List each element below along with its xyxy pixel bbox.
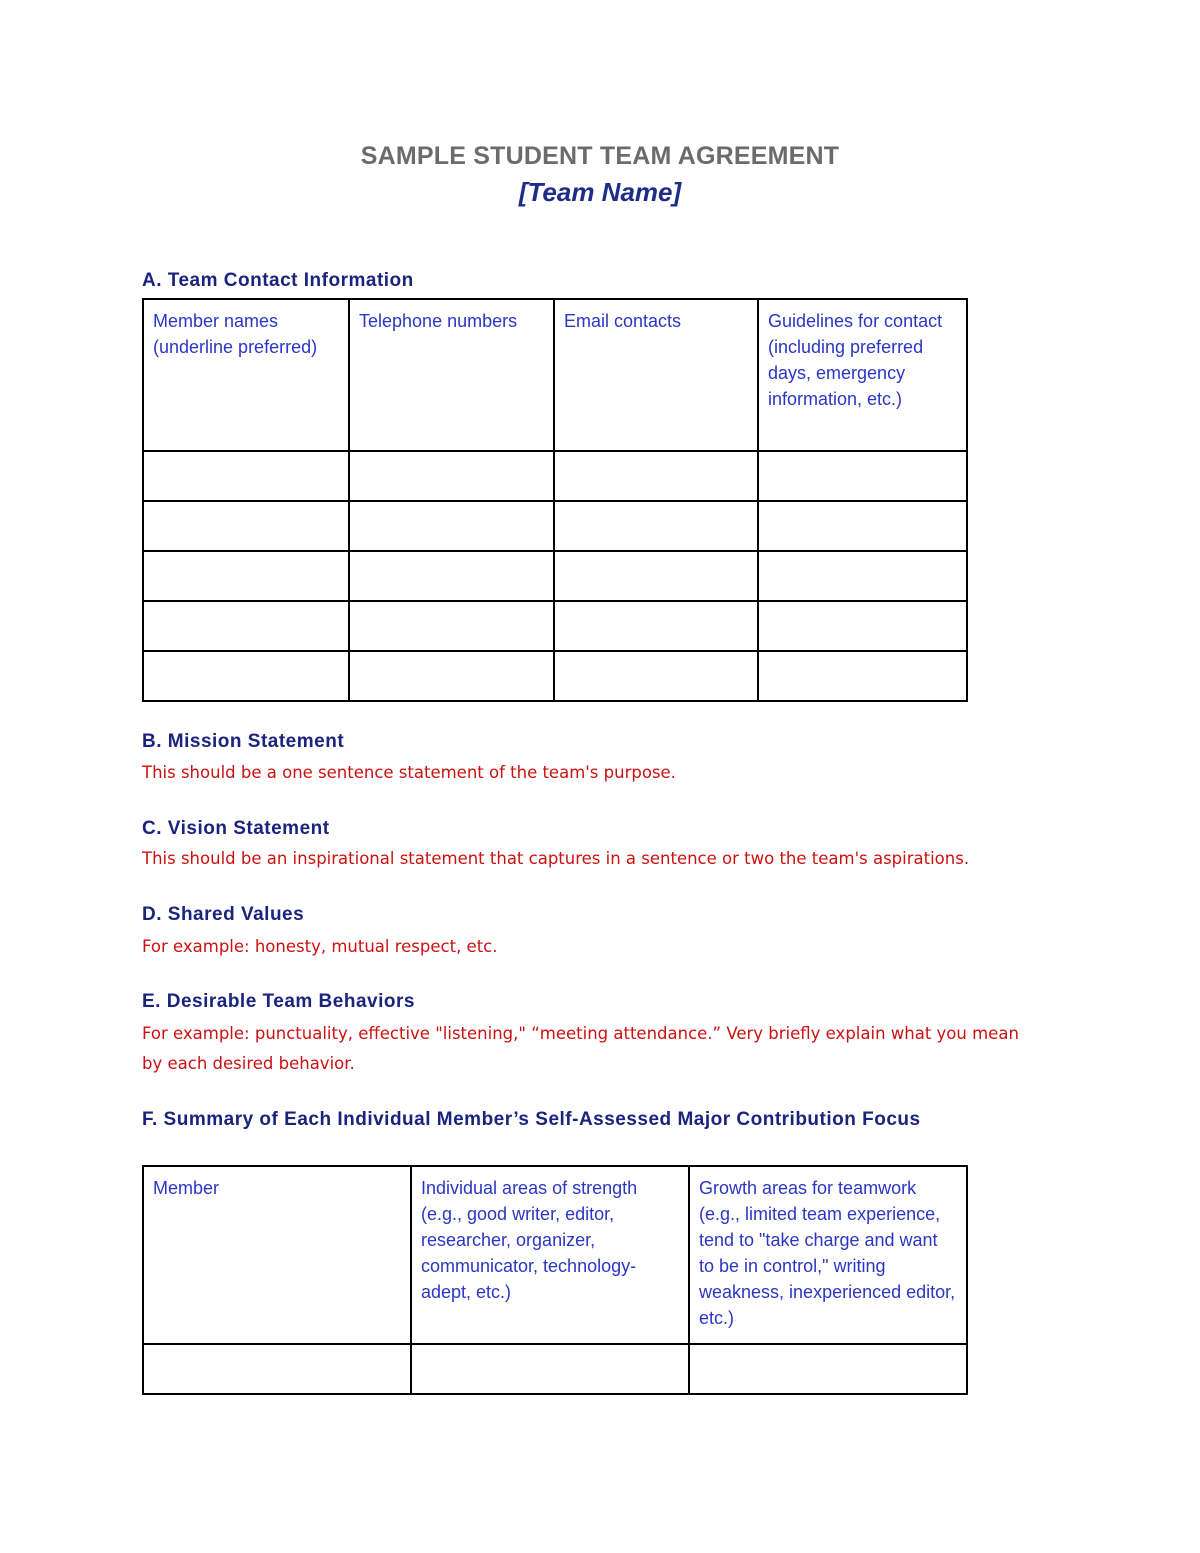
guidelines-cell[interactable] — [758, 501, 967, 551]
table-row — [143, 651, 967, 701]
telephone-cell[interactable] — [349, 551, 554, 601]
vision-statement-text: This should be an inspirational statement that captures in a sentence or two the team's aspirations. — [142, 849, 970, 868]
column-member: Member — [143, 1166, 411, 1344]
column-member-names: Member names (underline preferred) — [143, 299, 349, 451]
strength-cell[interactable] — [411, 1344, 689, 1394]
email-cell[interactable] — [554, 651, 758, 701]
table-row — [143, 451, 967, 501]
guidelines-cell[interactable] — [758, 651, 967, 701]
contact-table-header — [143, 299, 967, 451]
section-e-heading: E. Desirable Team Behaviors — [142, 991, 415, 1012]
contribution-table — [142, 1165, 968, 1395]
contribution-table-header — [143, 1166, 967, 1344]
column-growth-areas: Growth areas for teamwork (e.g., limited team experience, tend to "take charge and want to be in control," writing weakness, inexperienced editor, etc.) — [689, 1166, 967, 1344]
table-row — [143, 501, 967, 551]
guidelines-cell[interactable] — [758, 551, 967, 601]
column-email-contacts: Email contacts — [554, 299, 758, 451]
member-name-cell[interactable] — [143, 551, 349, 601]
team-behaviors-text: For example: punctuality, effective "listening," “meeting attendance.” Very briefly explain what you mean by each desired behavior. — [142, 1024, 1019, 1073]
team-name-placeholder: [Team Name] — [518, 177, 682, 207]
email-cell[interactable] — [554, 451, 758, 501]
telephone-cell[interactable] — [349, 451, 554, 501]
column-strength-areas: Individual areas of strength (e.g., good writer, editor, researcher, organizer, communicator, technology-adept, etc.) — [411, 1166, 689, 1344]
document-title: SAMPLE STUDENT TEAM AGREEMENT — [360, 142, 840, 170]
section-d-heading: D. Shared Values — [142, 904, 305, 925]
contact-table — [142, 298, 968, 702]
member-name-cell[interactable] — [143, 651, 349, 701]
growth-cell[interactable] — [689, 1344, 967, 1394]
member-name-cell[interactable] — [143, 501, 349, 551]
section-c-heading: C. Vision Statement — [142, 818, 330, 839]
section-f-heading: F. Summary of Each Individual Member’s Self-Assessed Major Contribution Focus — [142, 1109, 921, 1130]
email-cell[interactable] — [554, 601, 758, 651]
table-row — [143, 1344, 967, 1394]
member-name-cell[interactable] — [143, 601, 349, 651]
column-telephone-numbers: Telephone numbers — [349, 299, 554, 451]
section-b-heading: B. Mission Statement — [142, 731, 345, 752]
email-cell[interactable] — [554, 501, 758, 551]
mission-statement-text: This should be a one sentence statement of the team's purpose. — [142, 763, 676, 782]
table-row — [143, 601, 967, 651]
guidelines-cell[interactable] — [758, 601, 967, 651]
member-name-cell[interactable] — [143, 451, 349, 501]
shared-values-text: For example: honesty, mutual respect, etc. — [142, 937, 498, 956]
telephone-cell[interactable] — [349, 501, 554, 551]
email-cell[interactable] — [554, 551, 758, 601]
guidelines-cell[interactable] — [758, 451, 967, 501]
column-contact-guidelines: Guidelines for contact (including preferred days, emergency information, etc.) — [758, 299, 967, 451]
table-row — [143, 551, 967, 601]
telephone-cell[interactable] — [349, 601, 554, 651]
section-a-heading: A. Team Contact Information — [142, 270, 414, 291]
member-cell[interactable] — [143, 1344, 411, 1394]
telephone-cell[interactable] — [349, 651, 554, 701]
